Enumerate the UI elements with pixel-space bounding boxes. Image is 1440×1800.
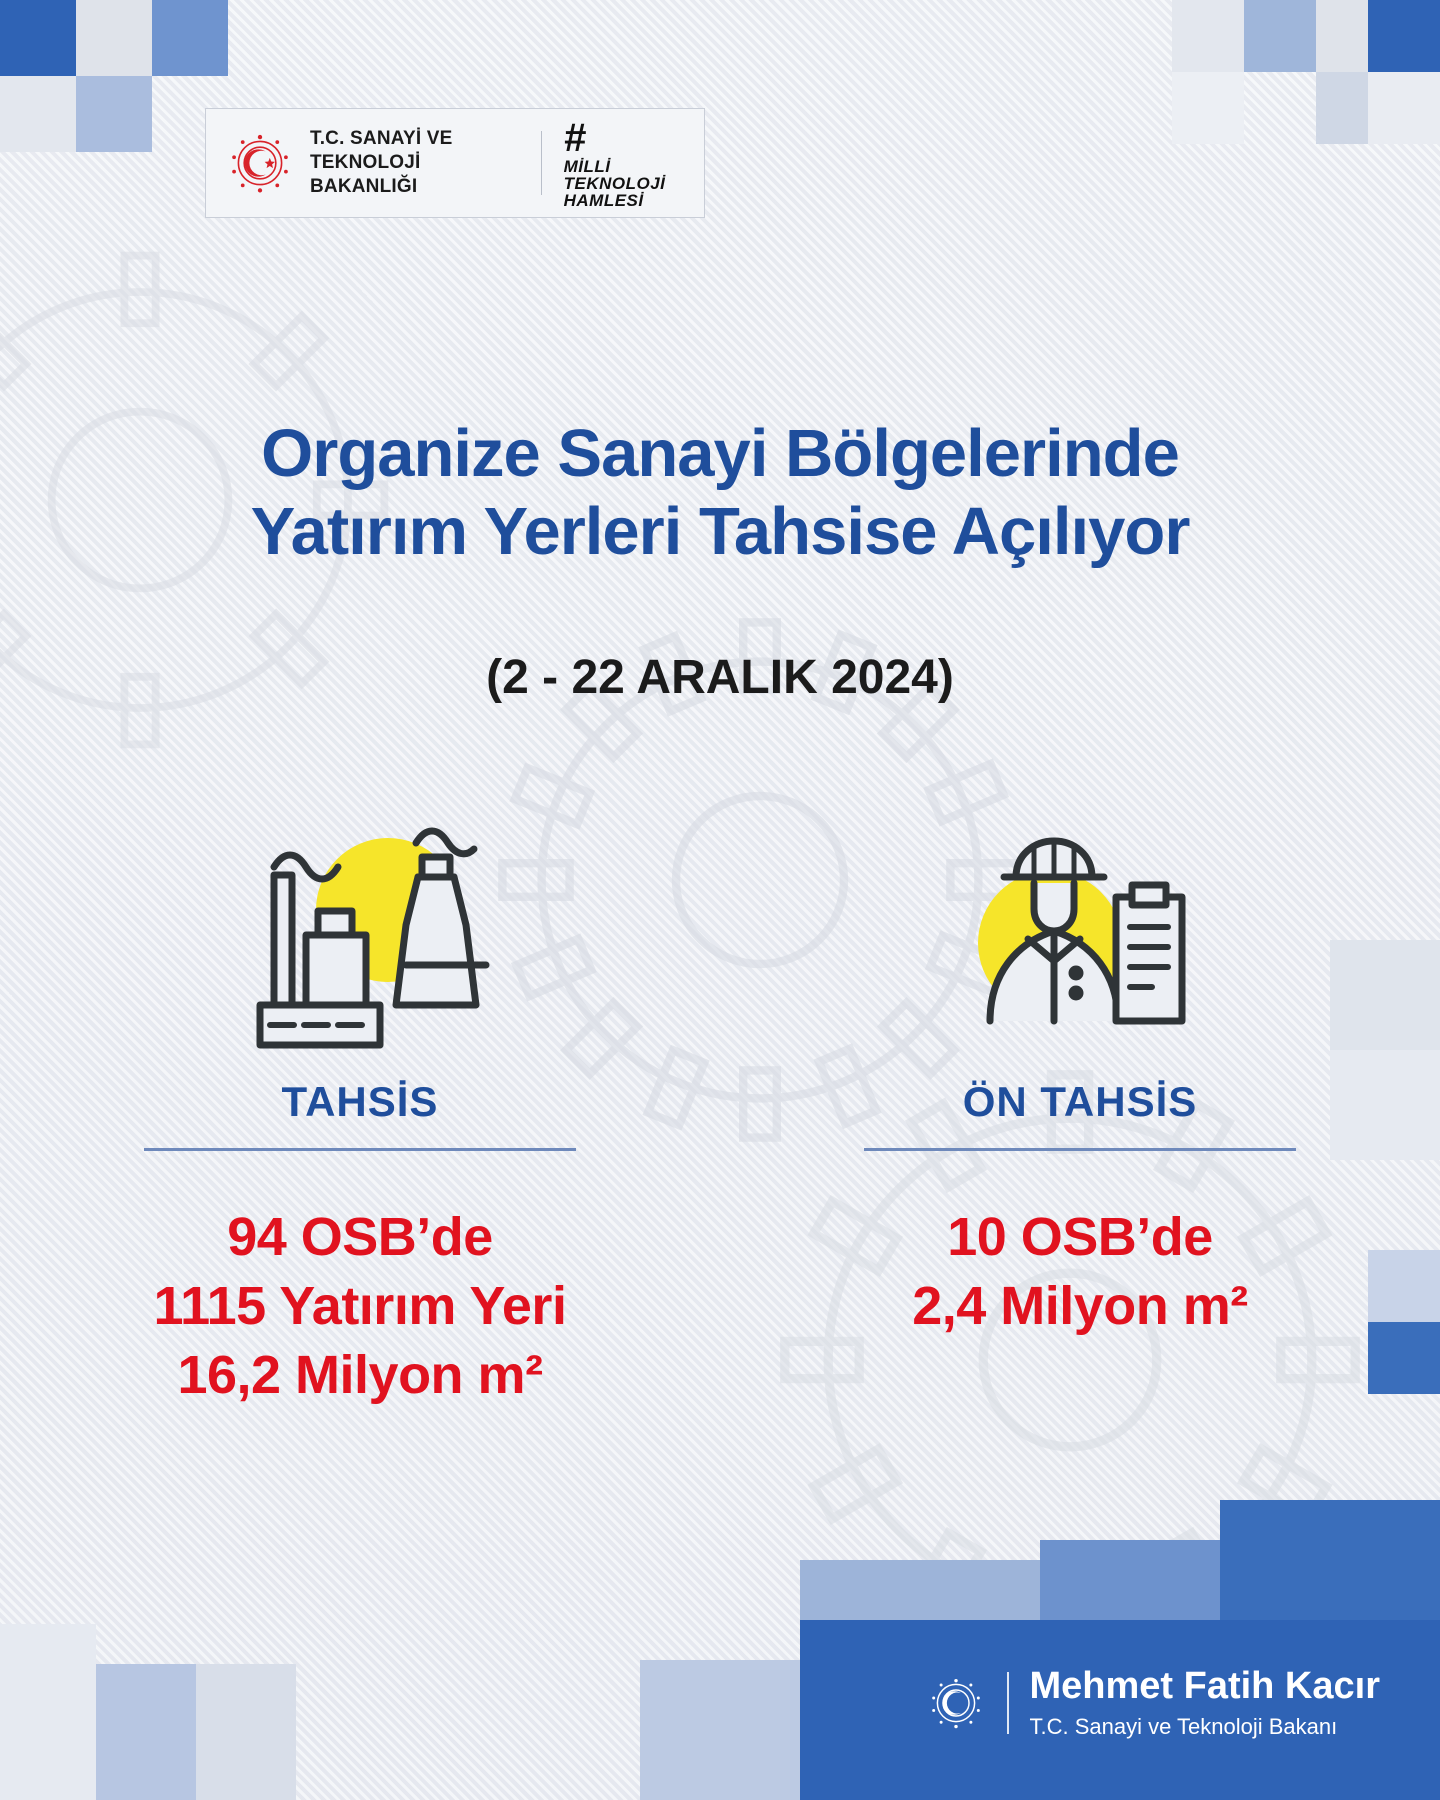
page-title-line1: Organize Sanayi Bölgelerinde bbox=[261, 416, 1179, 491]
ministry-name-line1: T.C. SANAYİ VE bbox=[310, 128, 453, 150]
card-label-on-tahsis: ÖN TAHSİS bbox=[962, 1078, 1198, 1125]
footer-signature bbox=[925, 1666, 1380, 1740]
engineer-worker-icon bbox=[930, 810, 1230, 1070]
ministry-name-line2: TEKNOLOJİ BAKANLIĞI bbox=[310, 152, 421, 197]
card-value-line: 2,4 Milyon m² bbox=[912, 1276, 1248, 1337]
stat-card-tahsis bbox=[0, 810, 720, 1410]
hashtag-icon: # bbox=[563, 115, 586, 160]
card-label-tahsis: TAHSİS bbox=[281, 1078, 439, 1125]
turkish-state-crest-icon bbox=[925, 1672, 987, 1734]
factory-icon bbox=[210, 810, 510, 1070]
card-values-tahsis bbox=[154, 1203, 567, 1410]
minister-role: T.C. Sanayi ve Teknoloji Bakanı bbox=[1029, 1714, 1338, 1739]
page-title-line2: Yatırım Yerleri Tahsise Açılıyor bbox=[250, 494, 1190, 570]
card-value-line: 1115 Yatırım Yeri bbox=[153, 1276, 567, 1337]
ministry-logo-box bbox=[205, 108, 705, 218]
minister-name: Mehmet Fatih Kacır bbox=[1029, 1665, 1380, 1708]
card-rule bbox=[864, 1148, 1296, 1151]
campaign-line3: HAMLESİ bbox=[563, 190, 644, 210]
page-subtitle: (2 - 22 ARALIK 2024) bbox=[486, 651, 954, 704]
card-value-line: 16,2 Milyon m² bbox=[177, 1345, 543, 1406]
turkish-state-crest-icon bbox=[224, 127, 296, 199]
card-values-on-tahsis bbox=[912, 1203, 1248, 1341]
card-rule bbox=[144, 1148, 576, 1151]
page-title bbox=[0, 415, 1440, 572]
stat-cards bbox=[0, 810, 1440, 1410]
campaign-line1: MİLLİ bbox=[563, 156, 611, 176]
card-value-line: 94 OSB’de bbox=[227, 1207, 493, 1267]
card-value-line: 10 OSB’de bbox=[947, 1207, 1213, 1267]
milli-teknoloji-hamlesi-logo bbox=[563, 115, 686, 210]
stat-card-on-tahsis bbox=[720, 810, 1440, 1410]
campaign-line2: TEKNOLOJİ bbox=[563, 173, 666, 193]
footer-divider bbox=[1007, 1672, 1009, 1734]
logo-divider bbox=[541, 131, 542, 195]
